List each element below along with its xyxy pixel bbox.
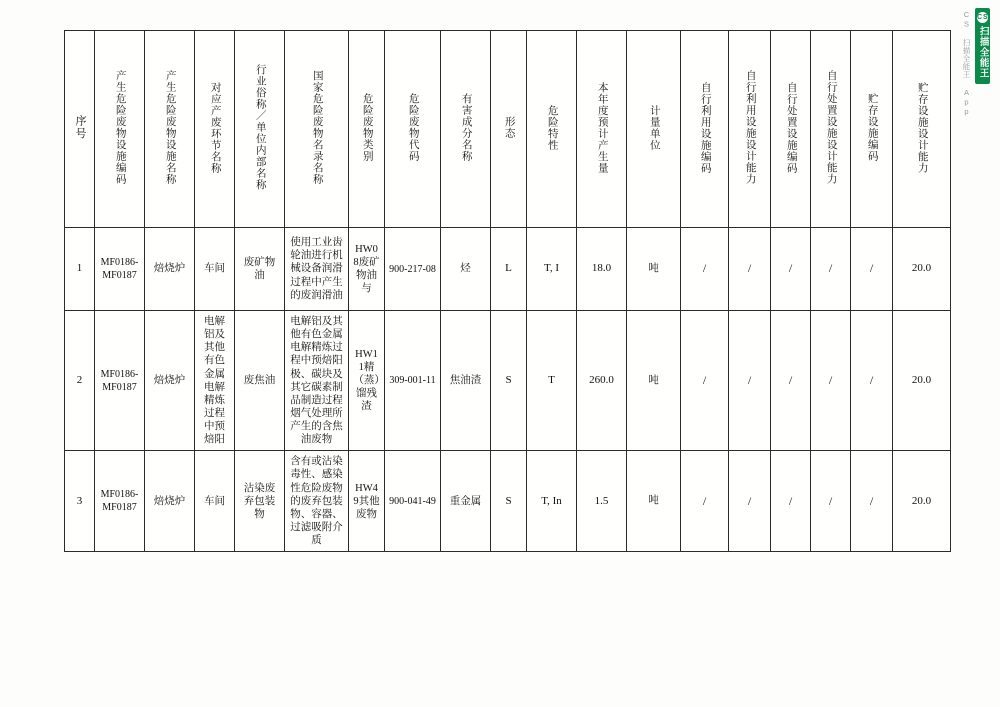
col-header-facility-code: 产生危险废物设施编码: [95, 31, 145, 228]
hazardous-waste-table-wrap: [64, 30, 950, 552]
cell-annual-estimate: 260.0: [577, 311, 627, 451]
col-header-process-name: 对应产废环节名称: [195, 31, 235, 228]
col-header-self-disposal-capacity: 自行处置设施设计能力: [811, 31, 851, 228]
col-header-catalog-name: 国家危险废物名录名称: [285, 31, 349, 228]
cell-process-name: 电解铝及其他有色金属电解精炼过程中预焙阳: [195, 311, 235, 451]
watermark-logo-icon: CS: [977, 14, 989, 21]
cell-self-use-code: /: [681, 228, 729, 311]
cell-process-name: 车间: [195, 228, 235, 311]
hazardous-waste-table: [64, 30, 951, 552]
cell-harmful-component: 重金属: [441, 451, 491, 552]
cell-self-use-capacity: /: [729, 451, 771, 552]
cell-process-name: 车间: [195, 451, 235, 552]
cell-self-disposal-code: /: [771, 451, 811, 552]
cell-facility-code: MF0186-MF0187: [95, 311, 145, 451]
cell-unit: 吨: [627, 451, 681, 552]
cell-hazard-property: T, I: [527, 228, 577, 311]
cell-harmful-component: 烃: [441, 228, 491, 311]
cell-self-disposal-code: /: [771, 311, 811, 451]
cell-self-use-capacity: /: [729, 311, 771, 451]
col-header-self-disposal-code: 自行处置设施编码: [771, 31, 811, 228]
cell-annual-estimate: 1.5: [577, 451, 627, 552]
cell-index: 1: [65, 228, 95, 311]
cell-waste-code: 309-001-11: [385, 311, 441, 451]
cell-self-use-code: /: [681, 451, 729, 552]
cell-self-use-code: /: [681, 311, 729, 451]
cell-state: S: [491, 451, 527, 552]
col-header-hazard-property: 危险特性: [527, 31, 577, 228]
col-header-annual-estimate: 本年度预计产生量: [577, 31, 627, 228]
cell-storage-capacity: 20.0: [893, 228, 951, 311]
cell-index: 3: [65, 451, 95, 552]
cell-facility-code: MF0186-MF0187: [95, 451, 145, 552]
cell-facility-name: 焙烧炉: [145, 311, 195, 451]
watermark-badge: [975, 8, 990, 84]
cell-waste-category: HW08废矿物油与: [349, 228, 385, 311]
cell-state: S: [491, 311, 527, 451]
cell-storage-code: /: [851, 228, 893, 311]
col-header-storage-code: 贮存设施编码: [851, 31, 893, 228]
col-header-waste-category: 危险废物类别: [349, 31, 385, 228]
cell-self-disposal-capacity: /: [811, 451, 851, 552]
cell-catalog-name: 含有或沾染毒性、感染性危险废物的废弃包装物、容器、过滤吸附介质: [285, 451, 349, 552]
col-header-self-use-capacity: 自行利用设施设计能力: [729, 31, 771, 228]
col-header-harmful-component: 有害成分名称: [441, 31, 491, 228]
table-row: [65, 451, 951, 552]
cell-industry-alias: 沾染废弃包装物: [235, 451, 285, 552]
cell-harmful-component: 焦油渣: [441, 311, 491, 451]
col-header-waste-code: 危险废物代码: [385, 31, 441, 228]
cell-industry-alias: 废焦油: [235, 311, 285, 451]
cell-hazard-property: T, In: [527, 451, 577, 552]
cell-self-disposal-capacity: /: [811, 228, 851, 311]
col-header-unit: 计量单位: [627, 31, 681, 228]
col-header-storage-capacity: 贮存设施设计能力: [893, 31, 951, 228]
cell-catalog-name: 电解铝及其他有色金属电解精炼过程中预焙阳极、碳块及其它碳素制品制造过程烟气处理所产生的含焦油废物: [285, 311, 349, 451]
cell-index: 2: [65, 311, 95, 451]
cell-industry-alias: 废矿物油: [235, 228, 285, 311]
cell-hazard-property: T: [527, 311, 577, 451]
cell-storage-code: /: [851, 311, 893, 451]
cell-waste-code: 900-041-49: [385, 451, 441, 552]
cell-waste-category: HW11精（蒸）馏残渣: [349, 311, 385, 451]
cell-self-use-capacity: /: [729, 228, 771, 311]
cell-facility-name: 焙烧炉: [145, 228, 195, 311]
scan-app-watermark: [961, 8, 990, 117]
cell-storage-code: /: [851, 451, 893, 552]
col-header-facility-name: 产生危险废物设施名称: [145, 31, 195, 228]
cell-waste-category: HW49其他废物: [349, 451, 385, 552]
cell-storage-capacity: 20.0: [893, 451, 951, 552]
cell-unit: 吨: [627, 311, 681, 451]
cell-storage-capacity: 20.0: [893, 311, 951, 451]
cell-facility-code: MF0186-MF0187: [95, 228, 145, 311]
cell-state: L: [491, 228, 527, 311]
cell-catalog-name: 使用工业齿轮油进行机械设备润滑过程中产生的废润滑油: [285, 228, 349, 311]
cell-unit: 吨: [627, 228, 681, 311]
col-header-state: 形态: [491, 31, 527, 228]
cell-waste-code: 900-217-08: [385, 228, 441, 311]
col-header-index: 序号: [65, 31, 95, 228]
table-row: [65, 228, 951, 311]
cell-self-disposal-code: /: [771, 228, 811, 311]
cell-annual-estimate: 18.0: [577, 228, 627, 311]
col-header-industry-alias: 行业俗称／单位内部名称: [235, 31, 285, 228]
watermark-subtext: CS 扫描全能王 App: [962, 10, 971, 117]
table-header-row: [65, 31, 951, 228]
cell-self-disposal-capacity: /: [811, 311, 851, 451]
cell-facility-name: 焙烧炉: [145, 451, 195, 552]
table-row: [65, 311, 951, 451]
watermark-badge-label: 扫描全能王: [977, 26, 989, 79]
col-header-self-use-code: 自行利用设施编码: [681, 31, 729, 228]
